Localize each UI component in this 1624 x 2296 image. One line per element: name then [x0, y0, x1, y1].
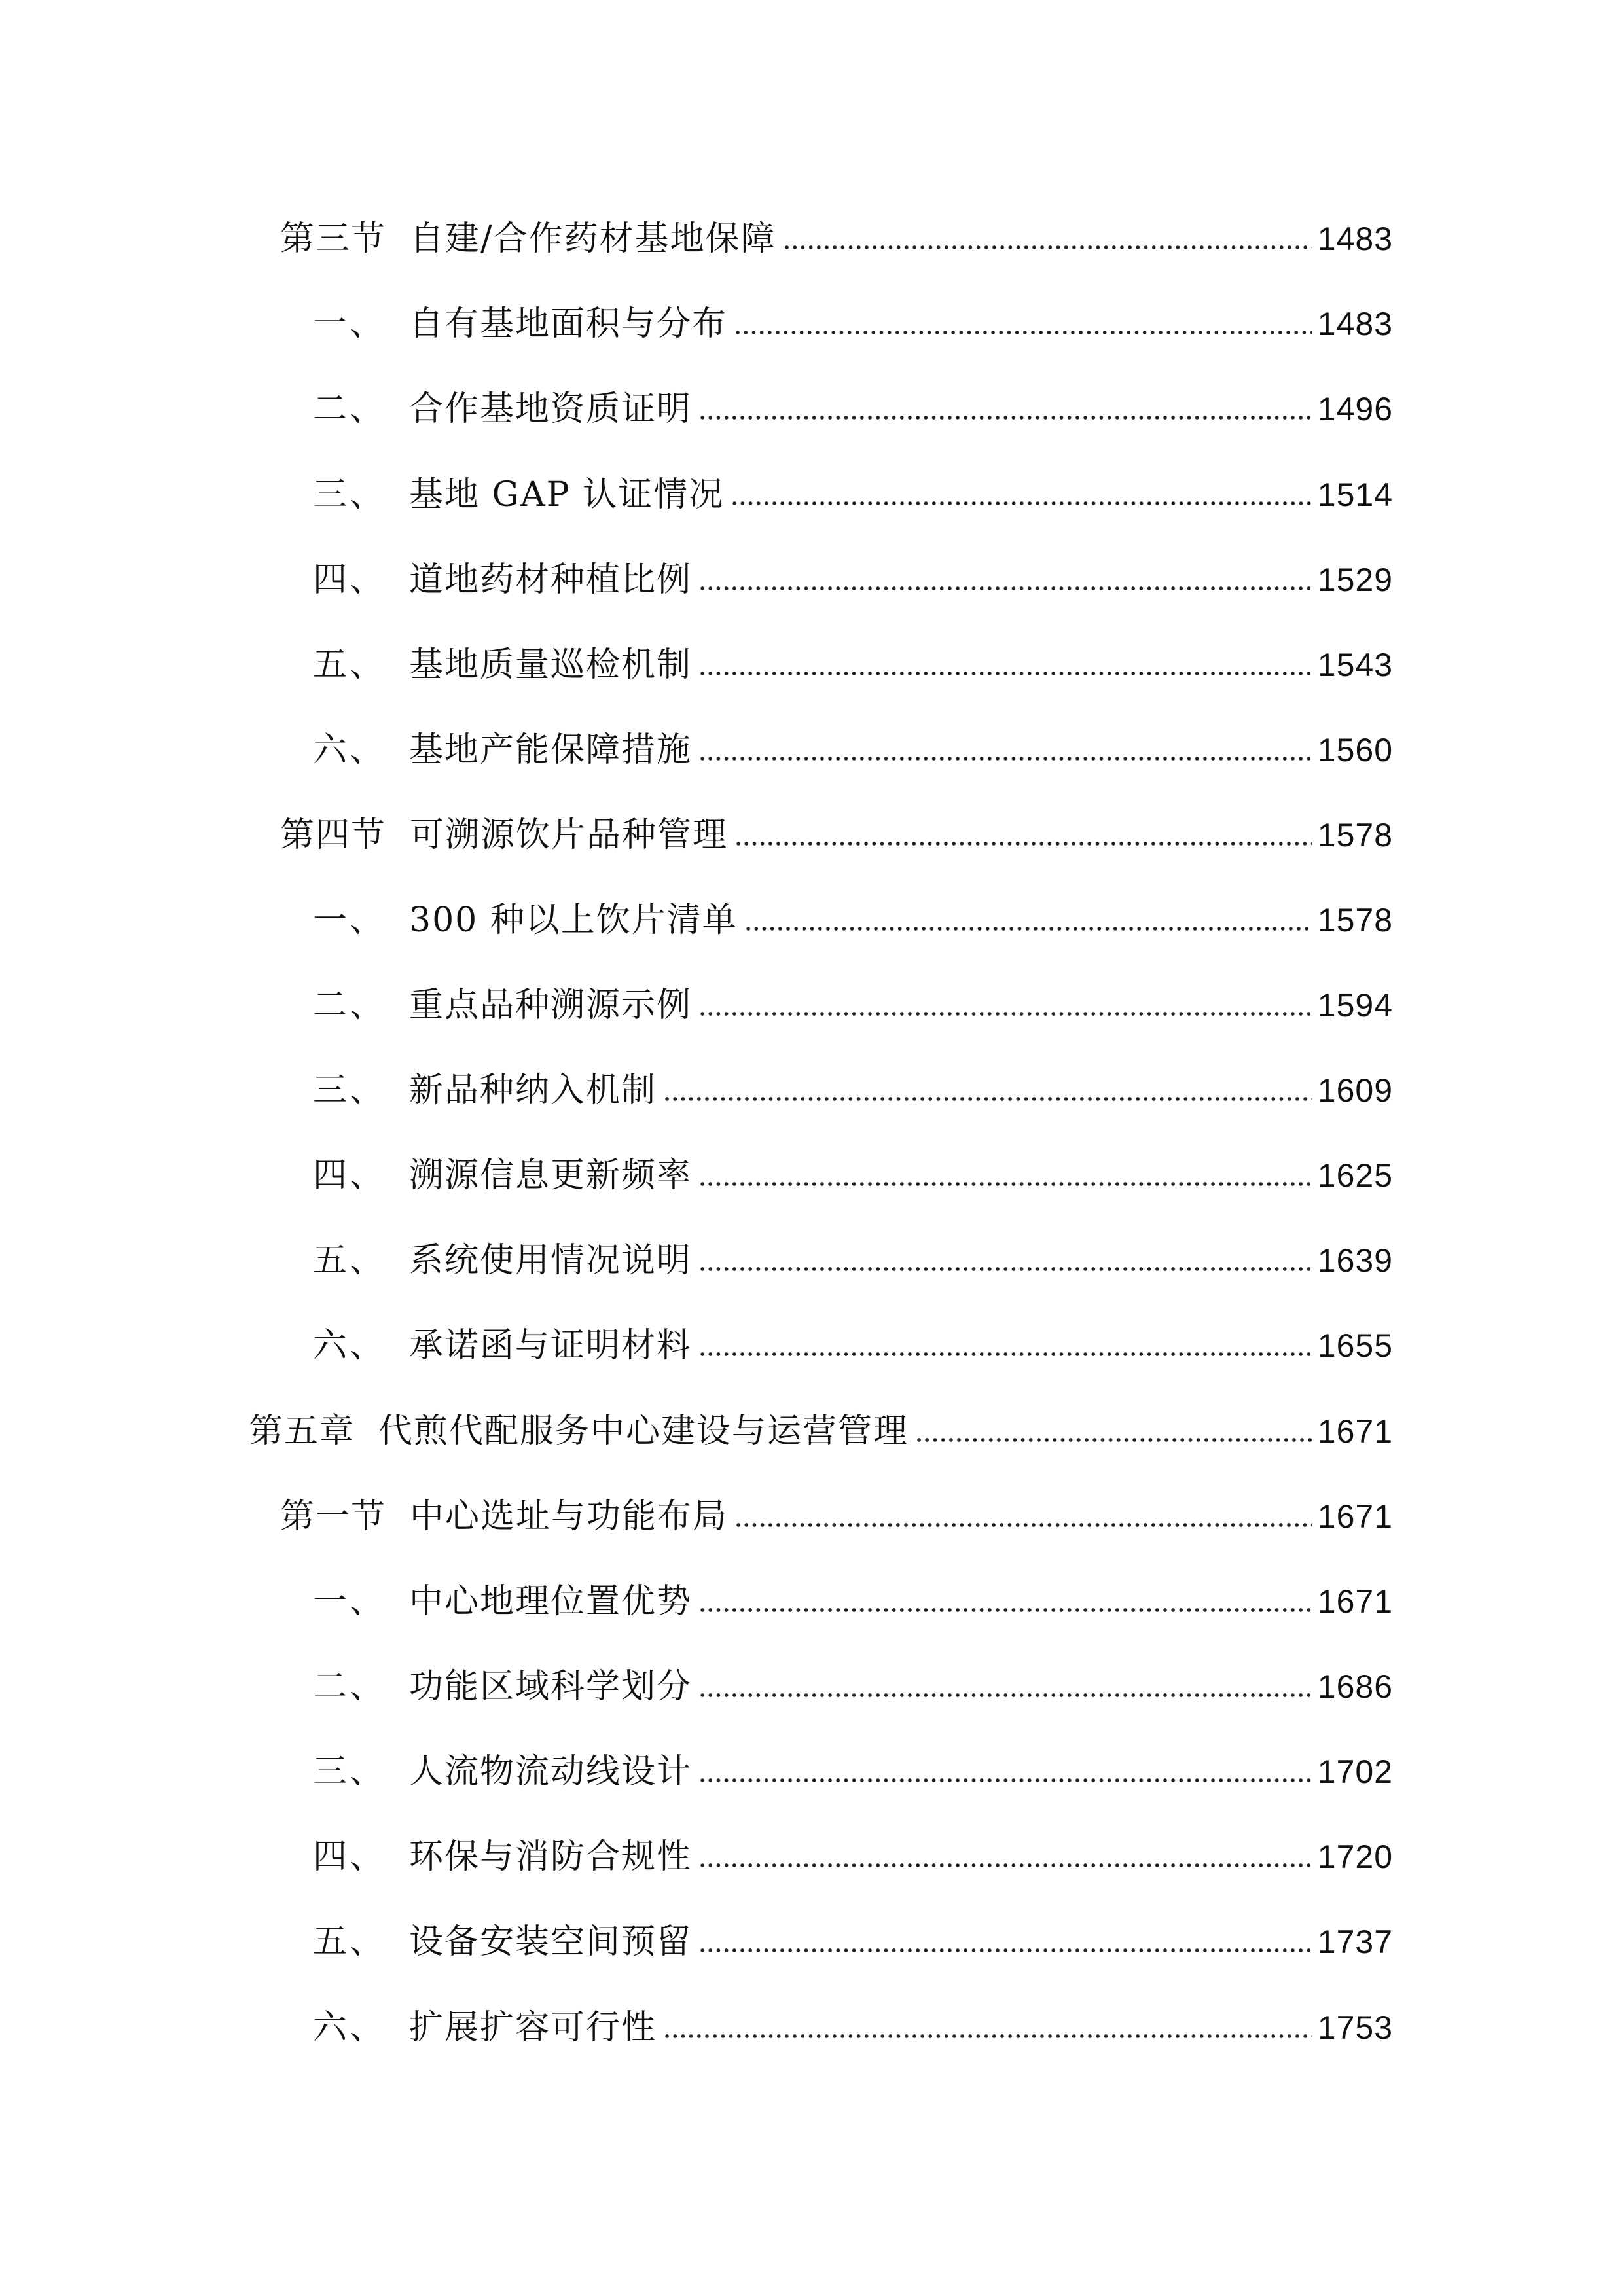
toc-item-entry[interactable] — [313, 383, 1393, 435]
toc-page-number: 1671 — [1317, 1413, 1393, 1450]
toc-title: 代煎代配服务中心建设与运营管理 — [378, 1412, 909, 1451]
toc-page-number: 1483 — [1317, 221, 1393, 257]
toc-title: 重点品种溯源示例 — [409, 986, 693, 1025]
toc-marker: 六、 — [313, 730, 387, 770]
dot-leader — [698, 671, 1312, 676]
toc-page-number: 1609 — [1317, 1072, 1393, 1109]
toc-item-entry[interactable] — [313, 1319, 1393, 1372]
toc-page-number: 1686 — [1317, 1668, 1393, 1705]
dot-leader — [915, 1437, 1312, 1443]
toc-marker: 二、 — [313, 1667, 387, 1706]
toc-marker: 第三节 — [280, 219, 387, 259]
toc-item-entry[interactable] — [313, 894, 1393, 946]
dot-leader — [698, 1011, 1312, 1016]
dot-leader — [698, 1693, 1312, 1698]
dot-leader — [698, 1352, 1312, 1357]
toc-page-number: 1720 — [1317, 1839, 1393, 1875]
toc-title: 设备安装空间预留 — [409, 1922, 693, 1962]
toc-title: 功能区域科学划分 — [409, 1667, 693, 1706]
toc-page-number: 1560 — [1317, 732, 1393, 768]
toc-marker: 一、 — [313, 901, 387, 940]
toc-title: 基地 GAP 认证情况 — [409, 475, 725, 514]
toc-item-entry[interactable] — [313, 724, 1393, 776]
toc-item-entry[interactable] — [313, 1575, 1393, 1628]
dot-leader — [734, 1522, 1312, 1528]
toc-item-entry[interactable] — [313, 979, 1393, 1031]
dot-leader — [663, 2034, 1312, 2039]
dot-leader — [734, 330, 1312, 335]
toc-page-number: 1671 — [1317, 1583, 1393, 1620]
toc-section-entry[interactable] — [280, 809, 1393, 861]
toc-title: 可溯源饮片品种管理 — [410, 816, 729, 855]
toc-page-number: 1483 — [1317, 306, 1393, 342]
toc-page-number: 1543 — [1317, 647, 1393, 683]
toc-item-entry[interactable] — [313, 1064, 1393, 1117]
toc-section-entry[interactable] — [280, 213, 1393, 265]
toc-title: 环保与消防合规性 — [409, 1837, 693, 1876]
toc-marker: 四、 — [313, 1837, 387, 1876]
dot-leader — [744, 926, 1312, 931]
toc-page-number: 1529 — [1317, 562, 1393, 598]
toc-item-entry[interactable] — [313, 1916, 1393, 1968]
dot-leader — [698, 1863, 1312, 1868]
dot-leader — [698, 1266, 1312, 1272]
toc-marker: 第四节 — [280, 816, 387, 855]
toc-item-entry[interactable] — [313, 298, 1393, 350]
toc-page-number: 1737 — [1317, 1924, 1393, 1960]
dot-leader — [698, 1778, 1312, 1783]
toc-title: 人流物流动线设计 — [409, 1752, 693, 1791]
toc-page-number: 1671 — [1317, 1498, 1393, 1535]
toc-section-entry[interactable] — [280, 1490, 1393, 1543]
toc-title: 基地产能保障措施 — [409, 730, 693, 770]
toc-marker: 三、 — [313, 475, 387, 514]
toc-page-number: 1594 — [1317, 987, 1393, 1024]
toc-item-entry[interactable] — [313, 469, 1393, 521]
toc-page-number: 1753 — [1317, 2009, 1393, 2046]
toc-title: 合作基地资质证明 — [409, 389, 693, 429]
toc-marker: 六、 — [313, 1326, 387, 1365]
toc-page-number: 1514 — [1317, 476, 1393, 513]
toc-item-entry[interactable] — [313, 1660, 1393, 1713]
toc-item-entry[interactable] — [313, 2001, 1393, 2054]
toc-title: 中心选址与功能布局 — [410, 1497, 729, 1536]
toc-page-number: 1578 — [1317, 902, 1393, 939]
toc-marker: 一、 — [313, 304, 387, 344]
dot-leader — [698, 1948, 1312, 1953]
toc-marker: 二、 — [313, 389, 387, 429]
toc-marker: 二、 — [313, 986, 387, 1025]
toc-title: 承诺函与证明材料 — [409, 1326, 693, 1365]
toc-page-number: 1655 — [1317, 1327, 1393, 1364]
toc-marker: 一、 — [313, 1582, 387, 1621]
dot-leader — [731, 501, 1312, 506]
toc-marker: 三、 — [313, 1071, 387, 1110]
toc-item-entry[interactable] — [313, 1831, 1393, 1883]
dot-leader — [663, 1096, 1312, 1102]
toc-item-entry[interactable] — [313, 554, 1393, 606]
toc-title: 自建/合作药材基地保障 — [410, 219, 776, 259]
toc-title: 系统使用情况说明 — [409, 1241, 693, 1280]
toc-marker: 第五章 — [249, 1412, 355, 1451]
toc-marker: 第一节 — [280, 1497, 387, 1536]
dot-leader — [783, 245, 1312, 250]
toc-title: 扩展扩容可行性 — [409, 2008, 657, 2047]
toc-title: 新品种纳入机制 — [409, 1071, 657, 1110]
toc-item-entry[interactable] — [313, 1149, 1393, 1202]
toc-page-number: 1639 — [1317, 1242, 1393, 1279]
toc-title: 道地药材种植比例 — [409, 560, 693, 600]
toc-marker: 四、 — [313, 560, 387, 600]
toc-marker: 四、 — [313, 1156, 387, 1195]
dot-leader — [698, 415, 1312, 420]
toc-item-entry[interactable] — [313, 639, 1393, 691]
toc-marker: 六、 — [313, 2008, 387, 2047]
toc-marker: 三、 — [313, 1752, 387, 1791]
toc-chapter-entry[interactable] — [249, 1405, 1393, 1458]
toc-title: 溯源信息更新频率 — [409, 1156, 693, 1195]
toc-marker: 五、 — [313, 645, 387, 685]
toc-page-number: 1625 — [1317, 1157, 1393, 1194]
toc-page-number: 1578 — [1317, 817, 1393, 853]
toc-title: 中心地理位置优势 — [409, 1582, 693, 1621]
toc-marker: 五、 — [313, 1241, 387, 1280]
dot-leader — [734, 841, 1312, 846]
toc-marker: 五、 — [313, 1922, 387, 1962]
dot-leader — [698, 1607, 1312, 1613]
toc-item-entry[interactable] — [313, 1746, 1393, 1798]
toc-item-entry[interactable] — [313, 1234, 1393, 1287]
toc-title: 300 种以上饮片清单 — [409, 901, 738, 940]
toc-page-number: 1496 — [1317, 391, 1393, 427]
toc-title: 自有基地面积与分布 — [409, 304, 728, 344]
dot-leader — [698, 586, 1312, 591]
toc-title: 基地质量巡检机制 — [409, 645, 693, 685]
dot-leader — [698, 756, 1312, 761]
toc-page-number: 1702 — [1317, 1753, 1393, 1790]
dot-leader — [698, 1181, 1312, 1187]
